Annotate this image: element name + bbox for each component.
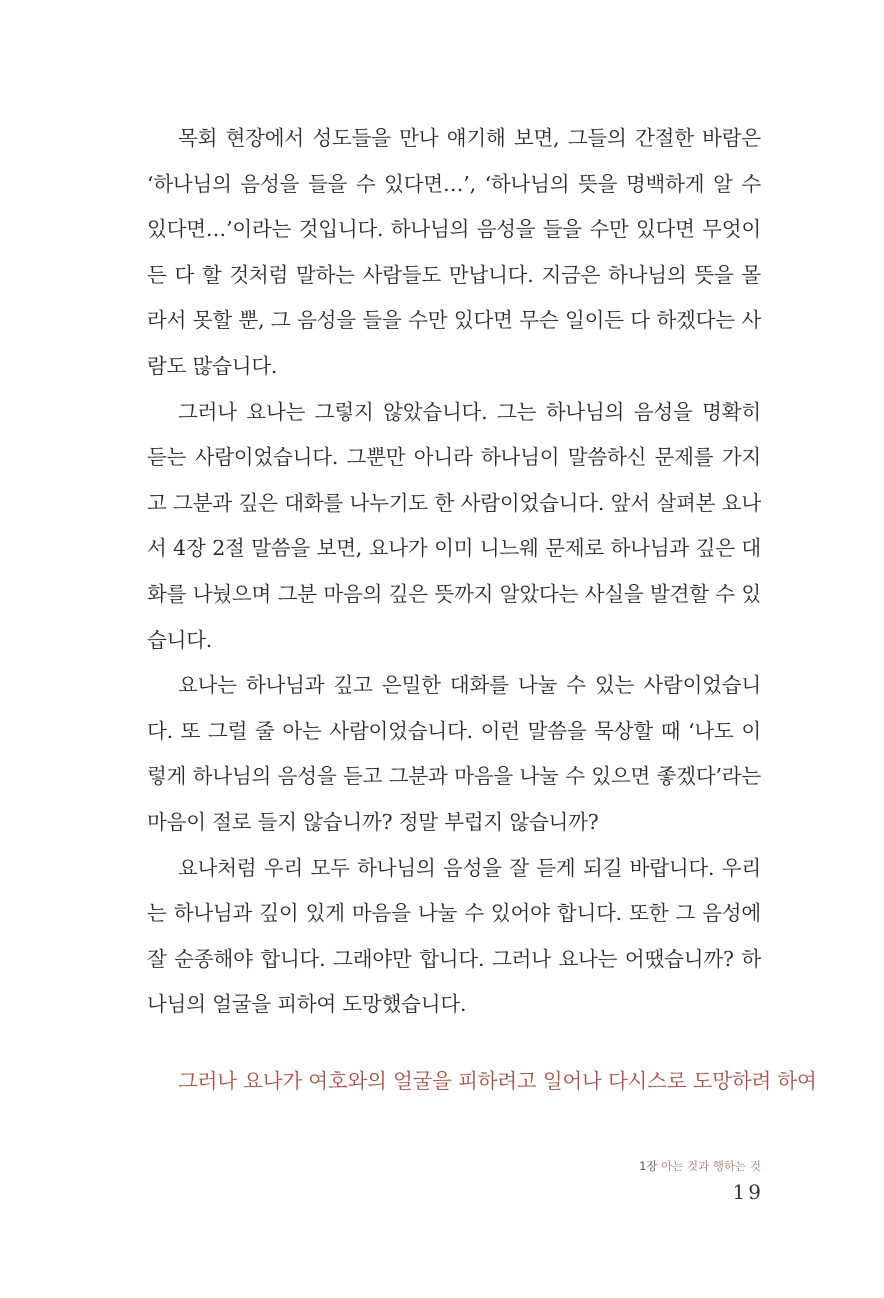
running-footer xyxy=(639,1158,761,1174)
scripture-quote: 그러나 요나가 여호와의 얼굴을 피하려고 일어나 다시스로 도망하려 하여 xyxy=(178,1069,817,1093)
paragraph-4: 요나처럼 우리 모두 하나님의 음성을 잘 듣게 되길 바랍니다. 우리는 하나님과 깊이 있게 마음을 나눌 수 있어야 합니다. 또한 그 음성에 잘 순종해야 합니다. 그래야만 합니다. 그러나 요나는 어땠습니까? 하나님의 얼굴을 피하여 도망했습니다. xyxy=(147,855,761,1017)
chapter-title: 아는 것과 행하는 것 xyxy=(661,1159,761,1173)
page-number: 19 xyxy=(732,1180,764,1204)
paragraph-1: 목회 현장에서 성도들을 만나 얘기해 보면, 그들의 간절한 바람은 ‘하나님의 음성을 들을 수 있다면…’, ‘하나님의 뜻을 명백하게 알 수 있다면…’이라는 것입니다. 하나님의 음성을 들을 수만 있다면 무엇이든 다 할 것처럼 말하는 사람들도 만납니다. 지금은 하나님의 뜻을 몰라서 못할 뿐, 그 음성을 들을 수만 있다면 무슨 일이든 다 하겠다는 사람도 많습니다. xyxy=(147,126,761,378)
chapter-number: 1장 xyxy=(639,1159,658,1173)
paragraph-3: 요나는 하나님과 깊고 은밀한 대화를 나눌 수 있는 사람이었습니다. 또 그럴 줄 아는 사람이었습니다. 이런 말씀을 묵상할 때 ‘나도 이렇게 하나님의 음성을 듣고 그분과 마음을 나눌 수 있으면 좋겠다’라는 마음이 절로 들지 않습니까? 정말 부럽지 않습니까? xyxy=(147,673,761,834)
paragraph-2: 그러나 요나는 그렇지 않았습니다. 그는 하나님의 음성을 명확히 듣는 사람이었습니다. 그뿐만 아니라 하나님이 말씀하신 문제를 가지고 그분과 깊은 대화를 나누기도 한 사람이었습니다. 앞서 살펴본 요나서 4장 2절 말씀을 보면, 요나가 이미 니느웨 문제로 하나님과 깊은 대화를 나눴으며 그분 마음의 깊은 뜻까지 알았다는 사실을 발견할 수 있습니다. xyxy=(147,399,761,652)
body-text xyxy=(147,116,761,1028)
